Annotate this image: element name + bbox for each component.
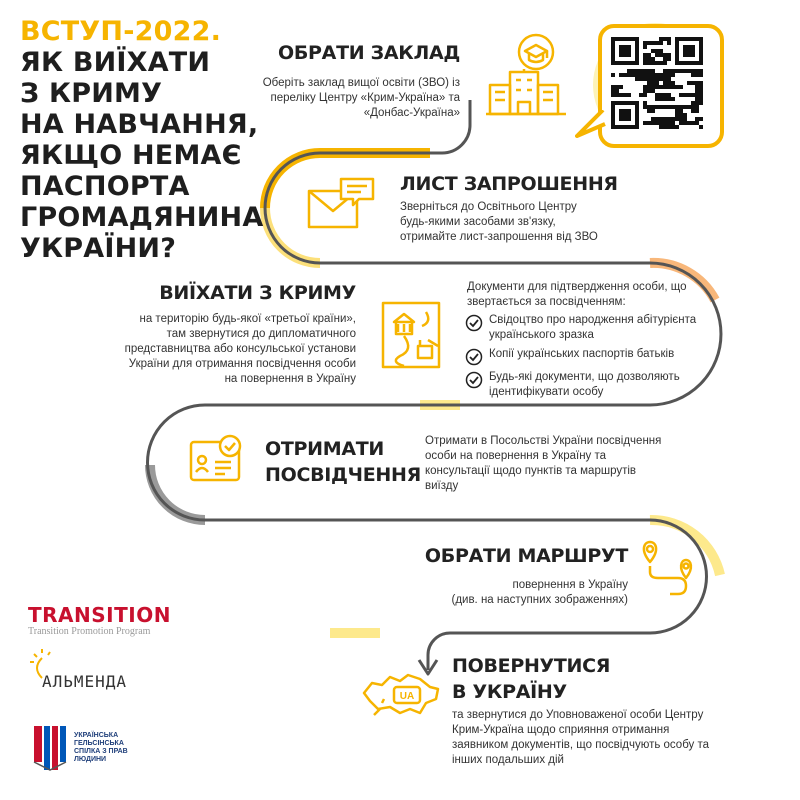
text-line: консультації щодо пунктів та маршрутів [425, 465, 637, 477]
text-line: ГЕЛЬСІНСЬКА [74, 740, 124, 747]
text-line: звертається за посвідченням: [467, 296, 626, 308]
map-route-icon [380, 300, 442, 370]
text-line: Копії українських паспортів батьків [489, 348, 675, 360]
title-line: ОТРИМАТИ [265, 438, 385, 460]
transition-logo-subtitle: Transition Promotion Program [28, 626, 151, 637]
step-4-text [425, 434, 685, 494]
documents-intro [467, 280, 707, 310]
qr-code[interactable] [611, 37, 703, 129]
text-line: Зверніться до Освітнього Центру [400, 201, 577, 213]
transition-logo [28, 604, 171, 638]
title-line: ЯКЩО НЕМАЄ [20, 140, 242, 171]
speech-bubble-tail [575, 110, 609, 140]
step-5-title: ОБРАТИ МАРШРУТ [424, 545, 628, 567]
title-line: ЯК ВИЇХАТИ [20, 47, 211, 78]
helsinki-union-name [74, 732, 128, 764]
document-item [465, 347, 715, 366]
title-line: З КРИМУ [20, 78, 163, 109]
text-line: переліку Центру «Крим-Україна» та [270, 92, 460, 104]
text-line: ідентифікувати особу [489, 386, 604, 398]
text-line: інших подальших дій [452, 754, 564, 766]
step-3-title: ВИЇХАТИ З КРИМУ [159, 282, 356, 304]
text-line: українського зразка [489, 329, 594, 341]
text-line: на територію будь-якої «третьої країни», [139, 313, 356, 325]
title-line: ПОСВІДЧЕННЯ [265, 464, 421, 486]
university-building-icon [480, 30, 572, 122]
text-line: отримайте лист-запрошення від ЗВО [400, 231, 598, 243]
check-circle-icon [465, 348, 483, 366]
step-4-title [265, 436, 421, 488]
text-line: заявником документів, що посвідчують особу та [452, 739, 710, 751]
text-line: ЛЮДИНИ [74, 756, 107, 763]
step-1-title: ОБРАТИ ЗАКЛАД [278, 42, 460, 64]
step-6-title [452, 653, 610, 705]
check-circle-icon [465, 314, 483, 332]
id-card-check-icon [188, 432, 246, 484]
title-line: ГРОМАДЯНИНА [20, 202, 264, 233]
text-line: «Донбас-Україна» [363, 107, 460, 119]
ua-badge-text: UA [399, 691, 415, 702]
text-line: Будь-які документи, що дозволяють [489, 371, 680, 383]
helsinki-union-emblem [32, 724, 68, 772]
text-line: Свідоцтво про народження абітурієнта [489, 314, 697, 326]
text-line: Оберіть заклад вищої освіти (ЗВО) із [262, 77, 460, 89]
text-line: (див. на наступних зображеннях) [451, 594, 628, 606]
document-item [465, 313, 715, 343]
documents-list [465, 309, 715, 400]
ukraine-map-icon [360, 665, 442, 723]
almenda-logo: АЛЬМЕНДА [42, 672, 128, 691]
text-line: виїзду [425, 480, 459, 492]
step-2-title: ЛИСТ ЗАПРОШЕННЯ [400, 173, 618, 195]
title-line: НА НАВЧАННЯ, [20, 109, 259, 140]
step-2-text [400, 200, 660, 245]
route-pins-icon [636, 540, 702, 602]
transition-logo-name: TRANSITION [28, 603, 171, 627]
helsinki-union-logo [32, 724, 128, 772]
text-line: Крим-Україна щодо сприяння отримання [452, 724, 670, 736]
step-3-text [86, 312, 356, 387]
title-line: ПАСПОРТА [20, 171, 190, 202]
step-1-text [220, 76, 460, 121]
text-line: СПІЛКА З ПРАВ [74, 748, 128, 755]
title-line: УКРАЇНИ? [20, 233, 177, 264]
check-circle-icon [465, 371, 483, 389]
text-line: будь-якими засобами зв'язку, [400, 216, 556, 228]
step-6-text [452, 708, 752, 768]
text-line: особи на повернення в Україну та [425, 450, 607, 462]
text-line: УКРАЇНСЬКА [74, 732, 119, 739]
text-line: повернення в Україну [512, 579, 628, 591]
text-line: та звернутися до Уповноваженої особи Центру [452, 709, 704, 721]
text-line: там звернутися до дипломатичного [166, 328, 356, 340]
text-line: на повернення в Україну [224, 373, 356, 385]
envelope-chat-icon [305, 175, 380, 235]
page-title [20, 16, 263, 264]
text-line: Отримати в Посольстві України посвідчення [425, 435, 662, 447]
text-line: Документи для підтвердження особи, що [467, 281, 687, 293]
text-line: України для отримання посвідчення особи [128, 358, 356, 370]
step-5-text [388, 578, 628, 608]
document-item [465, 370, 715, 400]
text-line: представництва або консульської установи [124, 343, 356, 355]
title-line: ПОВЕРНУТИСЯ [452, 655, 611, 677]
title-line: В УКРАЇНУ [452, 681, 567, 703]
title-line: ВСТУП-2022. [20, 16, 222, 47]
